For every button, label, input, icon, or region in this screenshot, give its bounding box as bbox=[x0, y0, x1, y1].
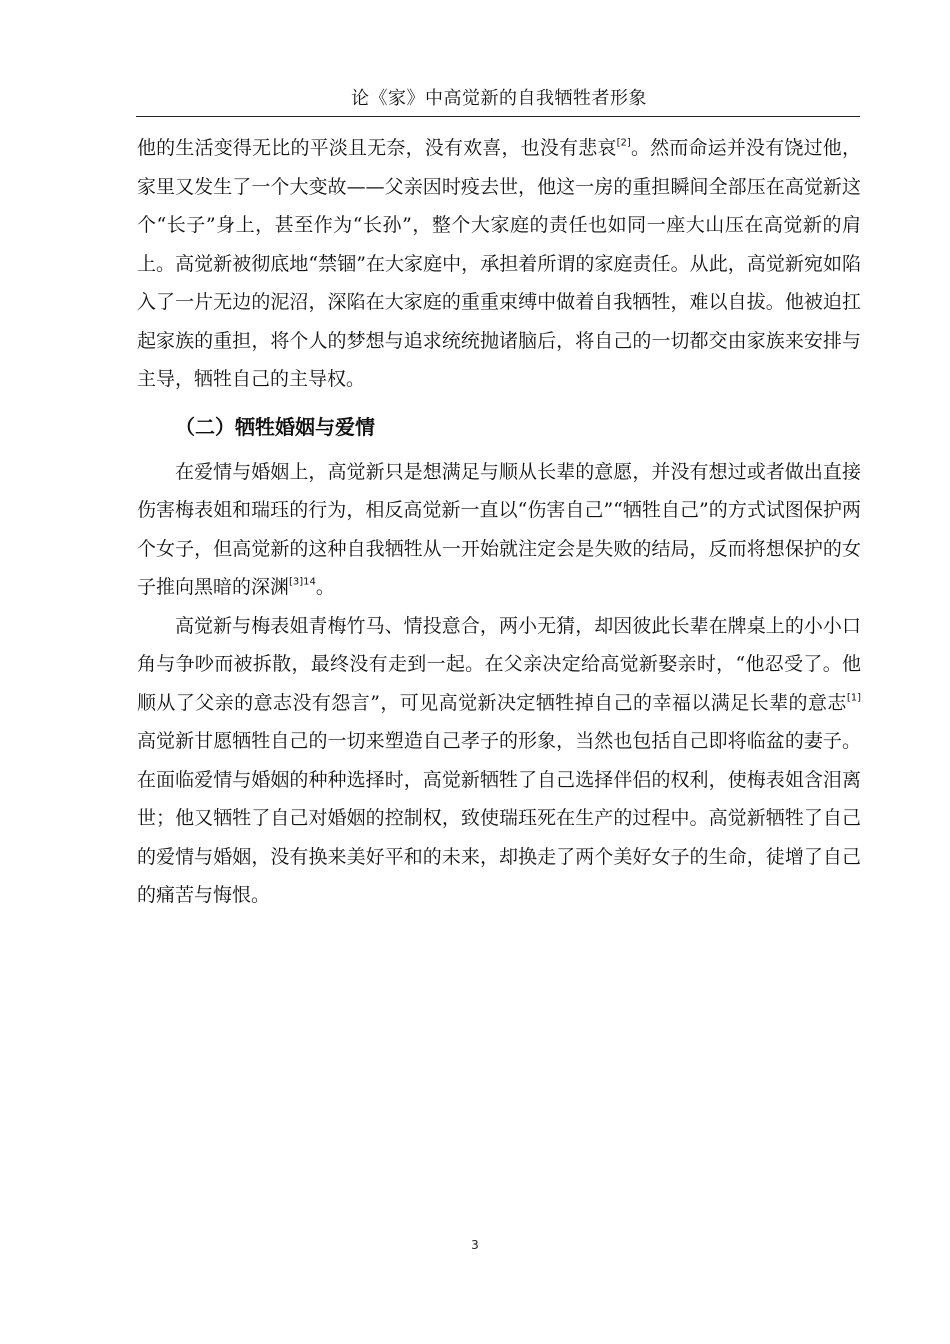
citation-3-14: [1] bbox=[846, 692, 861, 703]
paragraph-3-text-b: 高觉新甘愿牺牲自己的一切来塑造自己孝子的形象，当然也包括自己即将临盆的妻子。在面临爱情与婚姻的种种选择时，高觉新牺牲了自己选择伴侣的权利，使梅表姐含泪离世；他又牺牲了自己对婚姻的控制权，致使瑞珏死在生产的过程中。高觉新牺牲了自己的爱情与婚姻，没有换来美好平和的未来，却换走了两个美好女子的生命，徒增了自己的痛苦与悔恨。 bbox=[137, 730, 861, 906]
body-text bbox=[137, 129, 861, 915]
paragraph-2 bbox=[137, 453, 861, 607]
section-heading: （二）牺牲婚姻与爱情 bbox=[175, 414, 375, 439]
paragraph-1-text-b: 。然而命运并没有饶过他，家里又发生了一个大变故——父亲因时疫去世，他这一房的重担瞬间全部压在高觉新这个“长子”身上，甚至作为“长孙”，整个大家庭的责任也如同一座大山压在高觉新的肩上。高觉新被彻底地“禁锢”在大家庭中，承担着所谓的家庭责任。从此，高觉新宛如陷入了一片无边的泥沼，深陷在大家庭的重重束缚中做着自我牺牲，难以自拔。他被迫扛起家族的重担，将个人的梦想与追求统统抛诸脑后，将自己的一切都交由家族来安排与主导，牺牲自己的主导权。 bbox=[137, 137, 861, 390]
running-header-title: 论《家》中高觉新的自我牺牲者形象 bbox=[351, 88, 647, 109]
paragraph-1-text-a: 他的生活变得无比的平淡且无奈，没有欢喜，也没有悲哀 bbox=[137, 137, 617, 159]
page-number: 3 bbox=[471, 1238, 479, 1252]
citation-3-14: [3]14 bbox=[289, 576, 316, 588]
paragraph-3 bbox=[137, 607, 861, 915]
header-rule bbox=[136, 116, 860, 117]
paragraph-1 bbox=[137, 129, 861, 399]
paragraph-3-text-a: 高觉新与梅表姐青梅竹马、情投意合，两小无猜，却因彼此长辈在牌桌上的小小口角与争吵而被拆散，最终没有走到一起。在父亲决定给高觉新娶亲时，“他忍受了。他顺从了父亲的意志没有怨言”，可见高觉新决定牺牲掉自己的幸福以满足长辈的意志 bbox=[137, 614, 861, 714]
citation-2: [2] bbox=[616, 137, 631, 149]
paragraph-2-text-b: 。 bbox=[315, 576, 335, 598]
paragraph-2-text-a: 在爱情与婚姻上，高觉新只是想满足与顺从长辈的意愿，并没有想过或者做出直接伤害梅表姐和瑞珏的行为，相反高觉新一直以“伤害自己”“牺牲自己”的方式试图保护两个女子，但高觉新的这种自我牺牲从一开始就注定会是失败的结局，反而将想保护的女子推向黑暗的深渊 bbox=[137, 460, 861, 598]
